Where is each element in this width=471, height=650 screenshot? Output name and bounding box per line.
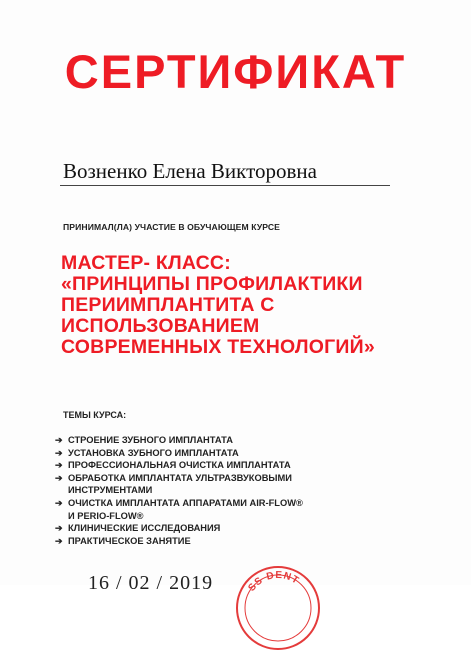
arrow-right-icon: ➔ [55, 447, 63, 458]
topic-text: КЛИНИЧЕСКИЕ ИССЛЕДОВАНИЯ [68, 523, 221, 534]
name-underline [60, 185, 390, 186]
topic-item [55, 459, 375, 472]
svg-text:SS DENT [246, 570, 301, 594]
participation-text: ПРИНИМАЛ(ЛА) УЧАСТИЕ В ОБУЧАЮЩЕМ КУРСЕ [63, 222, 281, 232]
stamp-seal [236, 566, 320, 650]
arrow-right-icon: ➔ [55, 497, 63, 508]
topic-text: ОЧИСТКА ИМПЛАНТАТА АППАРАТАМИ AIR-FLOW® И PERIO-FLOW® [68, 497, 303, 521]
topic-item [55, 535, 375, 548]
course-title-line: «ПРИНЦИПЫ ПРОФИЛАКТИКИ [61, 273, 363, 295]
course-title [61, 253, 461, 358]
arrow-right-icon: ➔ [55, 460, 63, 471]
arrow-right-icon: ➔ [55, 523, 63, 534]
topic-item [55, 472, 375, 497]
course-title-line: ИСПОЛЬЗОВАНИЕМ [61, 315, 260, 337]
topic-item [55, 434, 375, 447]
topic-item [55, 447, 375, 460]
topics-list [55, 434, 375, 547]
topic-item [55, 497, 375, 522]
certificate-date: 16 / 02 / 2019 [88, 572, 214, 594]
topics-label: ТЕМЫ КУРСА: [63, 410, 127, 420]
course-title-line: МАСТЕР- КЛАСС: [61, 252, 231, 274]
topic-text: ПРАКТИЧЕСКОЕ ЗАНЯТИЕ [68, 535, 191, 546]
topic-text: ПРОФЕССИОНАЛЬНАЯ ОЧИСТКА ИМПЛАНТАТА [68, 460, 291, 471]
topic-text: СТРОЕНИЕ ЗУБНОГО ИМПЛАНТАТА [68, 435, 233, 445]
certificate-title: СЕРТИФИКАТ [64, 45, 407, 98]
stamp-text: SS DENT [246, 569, 302, 594]
course-title-line: ПЕРИИМПЛАНТИТА С [61, 294, 275, 316]
stamp-seal-graphic [236, 566, 320, 650]
arrow-right-icon: ➔ [55, 435, 63, 445]
topic-text: УСТАНОВКА ЗУБНОГО ИМПЛАНТАТА [68, 447, 239, 458]
arrow-right-icon: ➔ [55, 472, 63, 483]
recipient-name: Возненко Елена Викторовна [63, 159, 317, 183]
topic-text: ОБРАБОТКА ИМПЛАНТАТА УЛЬТРАЗВУКОВЫМИ ИНСТРУМЕНТАМИ [68, 472, 292, 496]
course-title-line: СОВРЕМЕННЫХ ТЕХНОЛОГИЙ» [61, 336, 375, 358]
arrow-right-icon: ➔ [55, 535, 63, 546]
topic-item [55, 522, 375, 535]
